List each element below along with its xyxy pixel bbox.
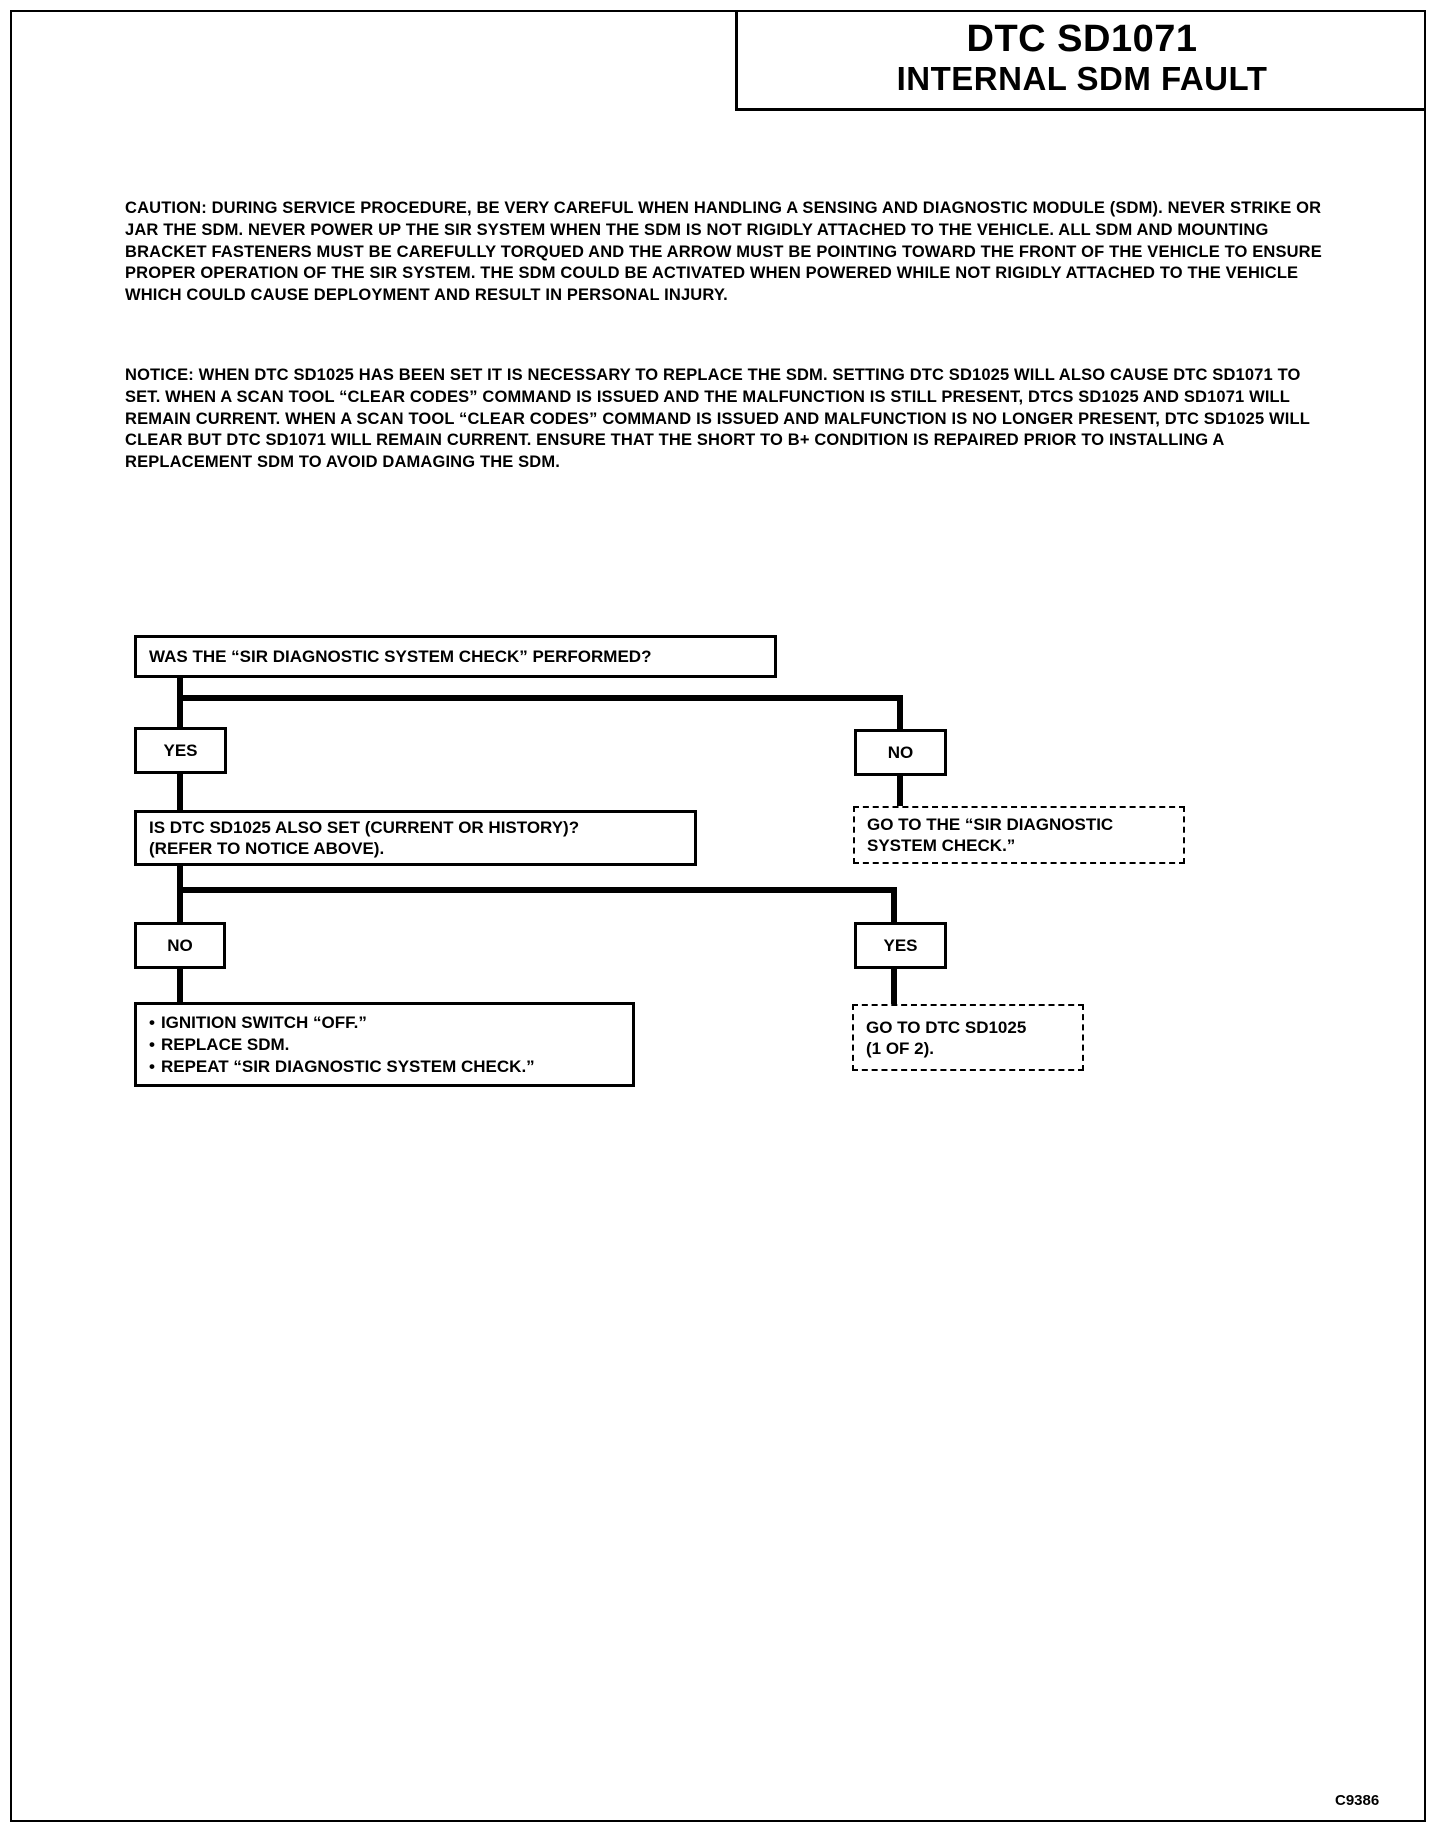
goto-dtc-sd1025-box[interactable] — [852, 1004, 1084, 1071]
goto-dtc-line-2: (1 OF 2). — [866, 1038, 935, 1058]
connector-q2-branches — [180, 866, 894, 922]
yes-label-2: YES — [883, 936, 918, 955]
repair-steps-box — [134, 1002, 635, 1087]
step-item: • REPEAT “SIR DIAGNOSTIC SYSTEM CHECK.” — [149, 1056, 620, 1078]
question-dtc-line-1: IS DTC SD1025 ALSO SET (CURRENT OR HISTORY)? — [149, 818, 580, 837]
step-item: • IGNITION SWITCH “OFF.” — [149, 1012, 620, 1034]
no-label-2: NO — [167, 936, 193, 955]
notice-text: NOTICE: WHEN DTC SD1025 HAS BEEN SET IT IS NECESSARY TO REPLACE THE SDM. SETTING DTC SD1025 WILL ALSO CAUSE DTC SD1071 TO SET. WHEN A SCAN TOOL “CLEAR CODES” COMMAND IS ISSUED AND THE MALFUNCTION IS STILL PRESENT, DTCS SD1025 AND SD1071 WILL REMAIN CURRENT. WHEN A SCAN TOOL “CLEAR CODES” COMMAND IS ISSUED AND MALFUNCTION IS NO LONGER PRESENT, DTC SD1025 WILL CLEAR BUT DTC SD1071 WILL REMAIN CURRENT. ENSURE THAT THE SHORT TO B+ CONDITION IS REPAIRED PRIOR TO INSTALLING A REPLACEMENT SDM TO AVOID DAMAGING THE SDM. — [125, 366, 1310, 472]
yes-branch-2 — [854, 922, 947, 969]
yes-label-1: YES — [163, 741, 198, 760]
question-dtc-line-2: (REFER TO NOTICE ABOVE). — [149, 839, 385, 858]
step-item: • REPLACE SDM. — [149, 1034, 620, 1056]
question-sir-check-text: WAS THE “SIR DIAGNOSTIC SYSTEM CHECK” PERFORMED? — [149, 647, 652, 666]
no-branch-1 — [854, 729, 947, 776]
repair-steps-list — [149, 1012, 620, 1078]
goto-dtc-line-1: GO TO DTC SD1025 — [866, 1017, 1027, 1037]
no-branch-2 — [134, 922, 226, 969]
no-label-1: NO — [887, 743, 914, 762]
dtc-code-title: DTC SD1071 — [966, 18, 1198, 60]
figure-code: C9386 — [1335, 1792, 1380, 1809]
goto-sir-check-line-2: SYSTEM CHECK.” — [867, 836, 1016, 855]
fault-title: INTERNAL SDM FAULT — [896, 60, 1268, 97]
goto-sir-check-line-1: GO TO THE “SIR DIAGNOSTIC — [867, 815, 1114, 834]
connector-q1-branches — [180, 678, 900, 729]
goto-sir-check-box[interactable] — [853, 806, 1185, 864]
question-sir-check-box — [134, 635, 777, 678]
yes-branch-1 — [134, 727, 227, 774]
question-dtc-sd1025-box — [134, 810, 697, 866]
caution-text: CAUTION: DURING SERVICE PROCEDURE, BE VERY CAREFUL WHEN HANDLING A SENSING AND DIAGNOSTIC MODULE (SDM). NEVER STRIKE OR JAR THE SDM. NEVER POWER UP THE SIR SYSTEM WHEN THE SDM IS NOT RIGIDLY ATTACHED TO THE VEHICLE. ALL SDM AND MOUNTING BRACKET FASTENERS MUST BE CAREFULLY TORQUED AND THE ARROW MUST BE POINTING TOWARD THE FRONT OF THE VEHICLE TO ENSURE PROPER OPERATION OF THE SIR SYSTEM. THE SDM COULD BE ACTIVATED WHEN POWERED WHILE NOT RIGIDLY ATTACHED TO THE VEHICLE WHICH COULD CAUSE DEPLOYMENT AND RESULT IN PERSONAL INJURY. — [125, 199, 1322, 305]
